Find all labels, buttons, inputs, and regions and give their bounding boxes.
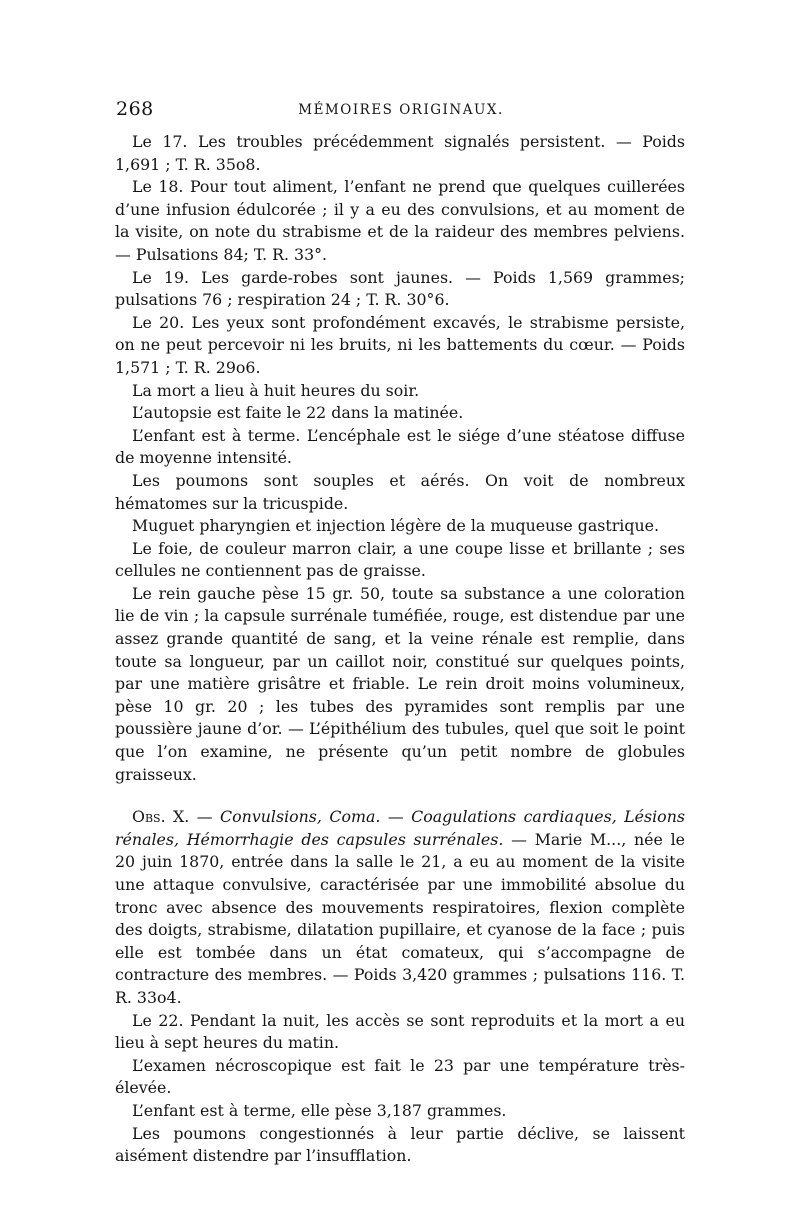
paragraph-death: La mort a lieu à huit heures du soir.: [132, 380, 420, 400]
running-header: [116, 98, 686, 124]
paragraph-autopsy: L’autopsie est faite le 22 dans la matinée.: [132, 403, 464, 423]
paragraph-day-17: Le 17. Les troubles précédemment signalés persistent. — Poids 1,691 ; T. R. 35o8.: [115, 132, 685, 174]
paragraph-liver: Le foie, de couleur marron clair, a une coupe lisse et brillante ; ses cellules ne contiennent pas de graisse.: [115, 538, 685, 581]
observation-label: Obs. X.: [132, 807, 190, 827]
observation-dash: —: [503, 829, 535, 849]
observation-dash: —: [189, 807, 221, 827]
observation-dash: —: [380, 807, 412, 827]
paragraph-weight: L’enfant est à terme, elle pèse 3,187 grammes.: [132, 1100, 507, 1120]
observation-title-2: Coagulations cardiaques, Lésions rénales, Hémorrhagie des capsules surrénales.: [115, 807, 685, 849]
paragraph-muguet: Muguet pharyngien et injection légère de la muqueuse gastrique.: [132, 516, 659, 536]
paragraph-lungs: Les poumons sont souples et aérés. On voit de nombreux hématomes sur la tricuspide.: [115, 470, 685, 513]
paragraph-lungs-congested: Les poumons congestionnés à leur partie déclive, se laissent aisément distendre par l’insufflation.: [115, 1123, 685, 1166]
paragraph-encephalon: L’enfant est à terme. L’encéphale est le siége d’une stéatose diffuse de moyenne intensité.: [115, 425, 685, 468]
observation-title-1: Convulsions, Coma.: [220, 807, 381, 827]
body-text: [115, 131, 685, 1168]
paragraph-day-22: Le 22. Pendant la nuit, les accès se sont reproduits et la mort a eu lieu à sept heures du matin.: [115, 1010, 685, 1053]
observation-paragraph: [115, 806, 685, 1009]
paragraph-necroscopy: L’examen nécroscopique est fait le 23 par une température très-élevée.: [115, 1055, 685, 1098]
paragraph-kidney: Le rein gauche pèse 15 gr. 50, toute sa substance a une coloration lie de vin ; la capsule surrénale tuméfiée, rouge, est distendue par une assez grande quantité de sang, et la veine rénale est remplie, dans toute sa longueur, par un caillot noir, constitué sur quelques points, par une matière grisâtre et friable. Le rein droit moins volumineux, pèse 10 gr. 20 ; les tubes des pyramides sont remplis par une poussière jaune d’or. — L’épithélium des tubules, quel que soit le point que l’on examine, ne présente qu’un petit nombre de globules graisseux.: [115, 583, 685, 784]
page-number: 268: [116, 98, 154, 120]
paragraph-day-20: Le 20. Les yeux sont profondément excavés, le strabisme persiste, on ne peut percevoir ni les bruits, ni les battements du cœur. — Poids 1,571 ; T. R. 29o6.: [115, 312, 685, 377]
running-title: MÉMOIRES ORIGINAUX.: [298, 102, 504, 118]
observation-text: Marie M..., née le 20 juin 1870, entrée dans la salle le 21, a eu au moment de la visite une attaque convulsive, caractérisée par une immobilité absolue du tronc avec absence des mouvements respiratoires, flexion complète des doigts, strabisme, dilatation pupillaire, et cyanose de la face ; puis elle est tombée dans un état comateux, qui s’accompagne de contracture des membres. — Poids 3,420 grammes ; pulsations 116. T. R. 33o4.: [115, 829, 685, 1007]
paragraph-day-19: Le 19. Les garde-robes sont jaunes. — Poids 1,569 grammes; pulsations 76 ; respiration 24 ; T. R. 30°6.: [115, 267, 685, 310]
paragraph-day-18: Le 18. Pour tout aliment, l’enfant ne prend que quelques cuillerées d’une infusion édulcorée ; il y a eu des convulsions, et au moment de la visite, on note du strabisme et de la raideur des membres pelviens. — Pulsations 84; T. R. 33°.: [115, 177, 685, 264]
